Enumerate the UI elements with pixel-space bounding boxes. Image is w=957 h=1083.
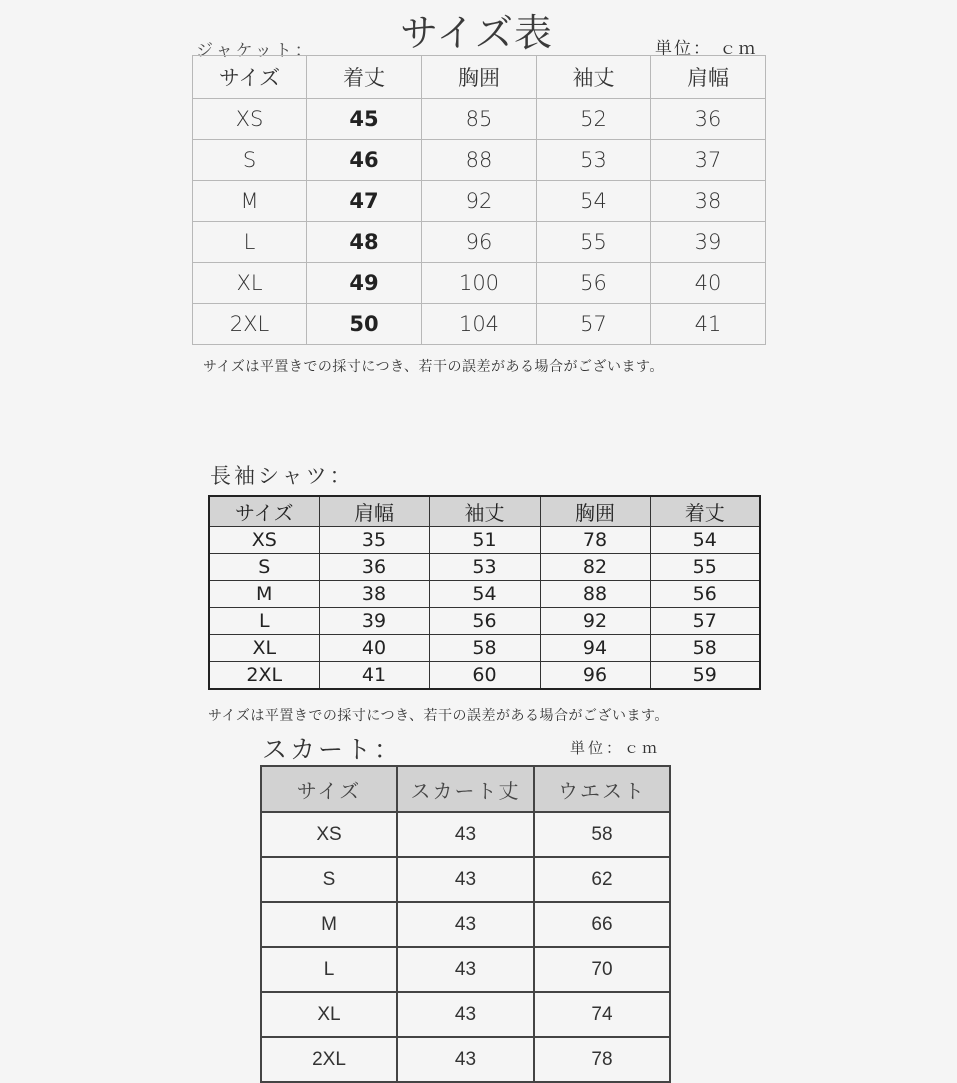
- table-cell: 45: [307, 99, 422, 140]
- header-cell: 肩幅: [319, 496, 429, 527]
- table-cell: 56: [537, 263, 651, 304]
- table-row: [193, 304, 766, 345]
- table-cell: 62: [534, 857, 670, 902]
- table-cell: 38: [319, 581, 429, 608]
- table-cell: 55: [537, 222, 651, 263]
- table-cell: 58: [429, 635, 540, 662]
- table-cell: 43: [397, 902, 534, 947]
- header-cell: 袖丈: [429, 496, 540, 527]
- table-row: [193, 263, 766, 304]
- header-cell: ウエスト: [534, 766, 670, 812]
- table-cell: L: [193, 222, 307, 263]
- table-cell: 66: [534, 902, 670, 947]
- skirt-section-label: スカート：: [262, 735, 403, 764]
- table-row: [209, 662, 760, 690]
- table-cell: XL: [261, 992, 397, 1037]
- table-cell: 52: [537, 99, 651, 140]
- measurement-note: サイズは平置きでの採寸につき、若干の誤差がある場合がございます。: [203, 359, 664, 375]
- table-cell: L: [209, 608, 319, 635]
- table-row: [193, 99, 766, 140]
- table-cell: M: [193, 181, 307, 222]
- table-row: [193, 140, 766, 181]
- table-cell: 58: [534, 812, 670, 857]
- header-cell: サイズ: [261, 766, 397, 812]
- table-cell: 70: [534, 947, 670, 992]
- header-cell: 着丈: [307, 56, 422, 99]
- table-cell: 43: [397, 1037, 534, 1082]
- table-cell: S: [209, 554, 319, 581]
- table-cell: 2XL: [193, 304, 307, 345]
- table-cell: 92: [422, 181, 537, 222]
- header-cell: 袖丈: [537, 56, 651, 99]
- table-row: [209, 527, 760, 554]
- table-row: [261, 947, 670, 992]
- table-cell: XS: [261, 812, 397, 857]
- table-cell: 41: [319, 662, 429, 690]
- table-cell: 2XL: [261, 1037, 397, 1082]
- table-row: [261, 992, 670, 1037]
- table-cell: XS: [193, 99, 307, 140]
- table-cell: 40: [319, 635, 429, 662]
- table-cell: 39: [319, 608, 429, 635]
- table-row: [193, 181, 766, 222]
- jacket-unit-label: 単位： ｃｍ: [655, 39, 758, 59]
- table-cell: XL: [209, 635, 319, 662]
- table-cell: S: [261, 857, 397, 902]
- skirt-size-table: [260, 765, 671, 1083]
- table-cell: 36: [319, 554, 429, 581]
- table-cell: 88: [540, 581, 650, 608]
- table-cell: 51: [429, 527, 540, 554]
- table-row: [261, 1037, 670, 1082]
- table-cell: 96: [422, 222, 537, 263]
- table-cell: 56: [650, 581, 760, 608]
- header-cell: 胸囲: [540, 496, 650, 527]
- table-cell: 78: [540, 527, 650, 554]
- table-row: [193, 222, 766, 263]
- table-row: [261, 812, 670, 857]
- table-cell: 35: [319, 527, 429, 554]
- table-cell: 92: [540, 608, 650, 635]
- skirt-unit-label: 単位：ｃｍ: [570, 739, 661, 757]
- table-row: [209, 581, 760, 608]
- table-cell: 50: [307, 304, 422, 345]
- shirt-size-table: [208, 495, 761, 690]
- table-cell: 48: [307, 222, 422, 263]
- table-cell: 54: [650, 527, 760, 554]
- table-cell: S: [193, 140, 307, 181]
- table-cell: M: [209, 581, 319, 608]
- table-cell: 57: [650, 608, 760, 635]
- table-row: [209, 635, 760, 662]
- table-cell: 82: [540, 554, 650, 581]
- table-cell: 55: [650, 554, 760, 581]
- table-cell: 78: [534, 1037, 670, 1082]
- table-cell: 39: [651, 222, 766, 263]
- table-cell: XS: [209, 527, 319, 554]
- table-cell: 96: [540, 662, 650, 690]
- table-cell: 88: [422, 140, 537, 181]
- table-cell: 56: [429, 608, 540, 635]
- table-cell: 104: [422, 304, 537, 345]
- table-cell: 59: [650, 662, 760, 690]
- table-row: [209, 554, 760, 581]
- table-cell: 94: [540, 635, 650, 662]
- table-cell: 54: [537, 181, 651, 222]
- table-cell: XL: [193, 263, 307, 304]
- table-cell: 2XL: [209, 662, 319, 690]
- table-cell: L: [261, 947, 397, 992]
- table-header-row: [209, 496, 760, 527]
- table-cell: 47: [307, 181, 422, 222]
- header-cell: 肩幅: [651, 56, 766, 99]
- table-cell: 58: [650, 635, 760, 662]
- table-row: [261, 902, 670, 947]
- table-cell: 38: [651, 181, 766, 222]
- table-cell: 41: [651, 304, 766, 345]
- table-header-row: [193, 56, 766, 99]
- table-cell: 40: [651, 263, 766, 304]
- table-cell: 43: [397, 812, 534, 857]
- measurement-note: サイズは平置きでの採寸につき、若干の誤差がある場合がございます。: [208, 708, 669, 724]
- table-cell: 43: [397, 947, 534, 992]
- page-title: サイズ表: [400, 11, 553, 55]
- shirt-section-label: 長袖シャツ：: [210, 464, 354, 488]
- header-cell: サイズ: [209, 496, 319, 527]
- header-cell: 胸囲: [422, 56, 537, 99]
- header-cell: 着丈: [650, 496, 760, 527]
- table-cell: 85: [422, 99, 537, 140]
- jacket-size-table: [192, 55, 766, 345]
- table-cell: 43: [397, 857, 534, 902]
- table-cell: 37: [651, 140, 766, 181]
- table-cell: 43: [397, 992, 534, 1037]
- table-cell: 60: [429, 662, 540, 690]
- jacket-section-label: ジャケット：: [196, 41, 315, 61]
- table-row: [261, 857, 670, 902]
- header-cell: サイズ: [193, 56, 307, 99]
- table-cell: 53: [537, 140, 651, 181]
- table-row: [209, 608, 760, 635]
- table-cell: 74: [534, 992, 670, 1037]
- table-cell: 46: [307, 140, 422, 181]
- header-cell: スカート丈: [397, 766, 534, 812]
- table-cell: 36: [651, 99, 766, 140]
- table-cell: 100: [422, 263, 537, 304]
- table-cell: 49: [307, 263, 422, 304]
- table-header-row: [261, 766, 670, 812]
- table-cell: 53: [429, 554, 540, 581]
- table-cell: 54: [429, 581, 540, 608]
- table-cell: M: [261, 902, 397, 947]
- table-cell: 57: [537, 304, 651, 345]
